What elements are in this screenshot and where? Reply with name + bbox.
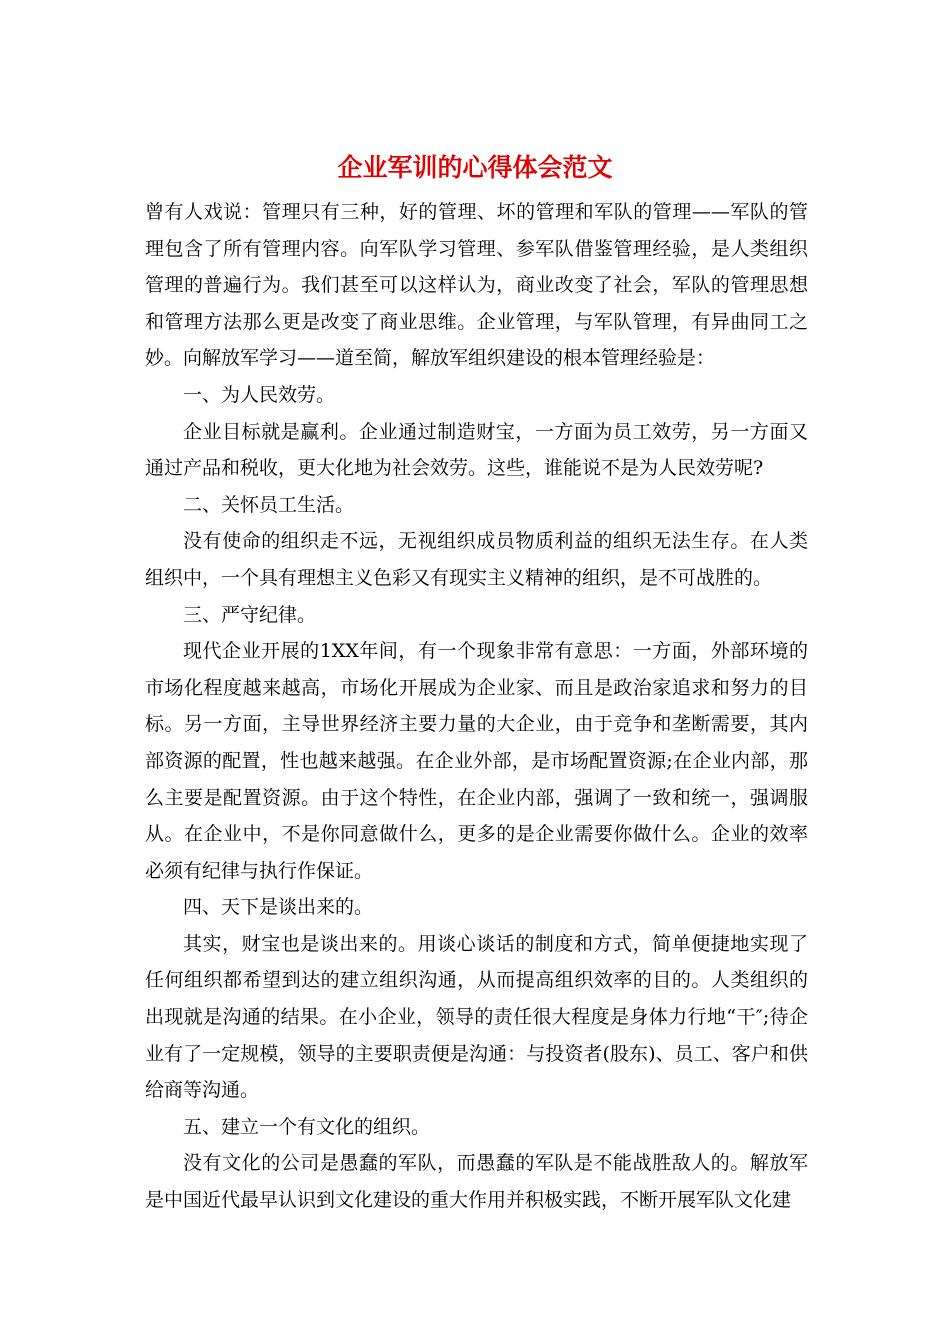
paragraph-intro: 曾有人戏说：管理只有三种，好的管理、坏的管理和军队的管理——军队的管理包含了所有管理内容。向军队学习管理、参军队借鉴管理经验，是人类组织管理的普遍行为。我们甚至可以这样认为，商业改变了社会，军队的管理思想和管理方法那么更是改变了商业思维。企业管理，与军队管理，有异曲同工之妙。向解放军学习——道至简，解放军组织建设的根本管理经验是： — [145, 201, 808, 370]
paragraph-2: 没有使命的组织走不远，无视组织成员物质利益的组织无法生存。在人类组织中，一个具有理想主义色彩又有现实主义精神的组织，是不可战胜的。 — [145, 530, 808, 589]
section-heading-4: 四、天下是谈出来的。 — [183, 896, 374, 919]
section-heading-1: 一、为人民效劳。 — [183, 383, 336, 406]
section-heading-2: 二、关怀员工生活。 — [183, 493, 355, 516]
paragraph-4: 其实，财宝也是谈出来的。用谈心谈话的制度和方式，简单便捷地实现了任何组织都希望到达的建立组织沟通，从而提高组织效率的目的。人类组织的出现就是沟通的结果。在小企业，领导的责任很大程度是身体力行地“干″;待企业有了一定规模，领导的主要职责便是沟通：与投资者(股东)、员工、客户和供给商等沟通。 — [145, 932, 808, 1102]
document-body — [145, 194, 808, 1219]
paragraph-1: 企业目标就是赢利。企业通过制造财宝，一方面为员工效劳，另一方面又通过产品和税收，更大化地为社会效劳。这些，谁能说不是为人民效劳呢? — [145, 420, 808, 480]
section-heading-3: 三、严守纪律。 — [183, 603, 317, 626]
section-heading-5: 五、建立一个有文化的组织。 — [183, 1115, 431, 1138]
paragraph-3: 现代企业开展的1XX年间，有一个现象非常有意思：一方面，外部环境的市场化程度越来越高，市场化开展成为企业家、而且是政治家追求和努力的目标。另一方面，主导世界经济主要力量的大企业，由于竞争和垄断需要，其内部资源的配置，性也越来越强。在企业外部，是市场配置资源;在企业内部，那么主要是配置资源。由于这个特性，在企业内部，强调了一致和统一，强调服从。在企业中，不是你同意做什么，更多的是企业需要你做什么。企业的效率必须有纪律与执行作保证。 — [145, 640, 808, 882]
paragraph-5: 没有文化的公司是愚蠢的军队，而愚蠢的军队是不能战胜敌人的。解放军是中国近代最早认识到文化建设的重大作用并积极实践，不断开展军队文化建 — [145, 1152, 808, 1212]
document-title: 企业军训的心得体会范文 — [337, 153, 613, 182]
